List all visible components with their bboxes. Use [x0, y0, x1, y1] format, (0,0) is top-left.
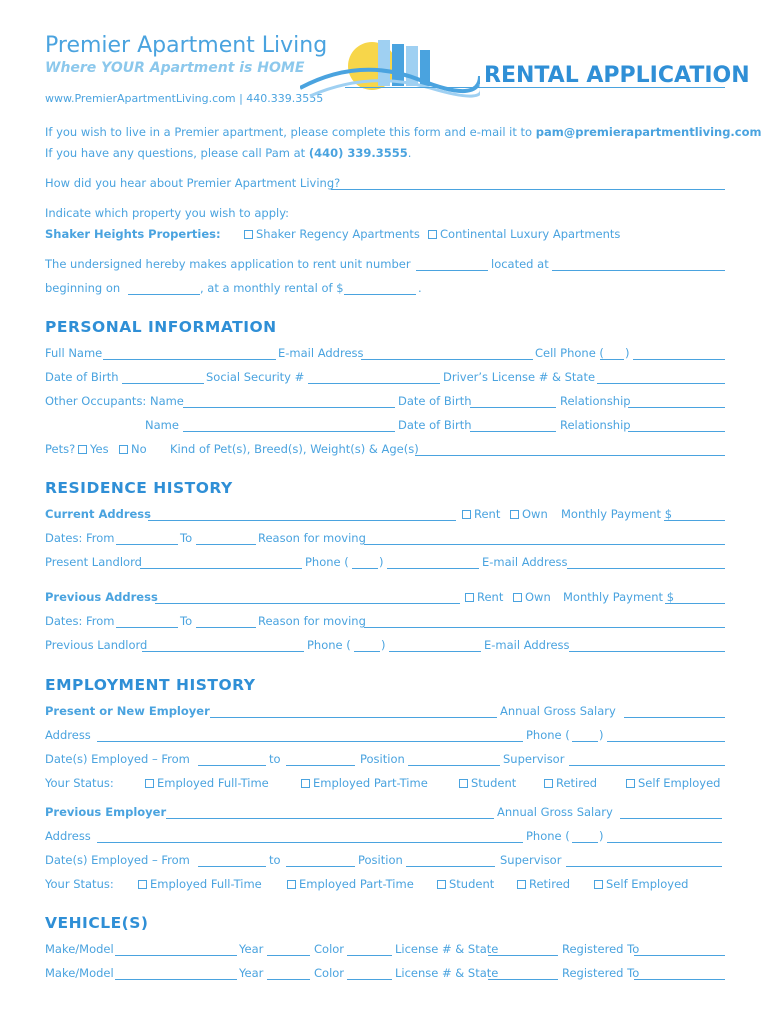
full-name-field[interactable]	[103, 359, 276, 360]
full-time-label: Employed Full-Time	[150, 877, 262, 891]
prev-employer-phone-label: Phone (	[526, 829, 570, 843]
relationship-field-2[interactable]	[628, 431, 725, 432]
prev-status-retired[interactable]	[517, 877, 570, 891]
reason-field[interactable]	[364, 544, 725, 545]
prev-employer-phone-field[interactable]	[607, 842, 722, 843]
prev-employed-from-field[interactable]	[198, 866, 266, 867]
part-time-label: Employed Part-Time	[299, 877, 414, 891]
supervisor-label: Supervisor	[503, 752, 565, 766]
rent-label: Rent	[477, 590, 504, 604]
prev-reason-label: Reason for moving	[258, 614, 366, 628]
prev-landlord-area-field[interactable]	[354, 651, 380, 652]
prev-landlord-email-field[interactable]	[569, 651, 725, 652]
checkbox-icon[interactable]	[462, 510, 471, 519]
relationship-label-2: Relationship	[560, 418, 631, 432]
occupant-dob-field-2[interactable]	[470, 431, 556, 432]
option-label: Continental Luxury Apartments	[440, 227, 621, 241]
monthly-payment-label: Monthly Payment $	[561, 507, 673, 521]
contact-line: www.PremierApartmentLiving.com | 440.339.3555	[45, 92, 324, 105]
pet-kind-field[interactable]	[415, 455, 725, 456]
prev-status-self-employed[interactable]	[594, 877, 688, 891]
prev-employer-area-field[interactable]	[572, 842, 598, 843]
position-field[interactable]	[408, 765, 500, 766]
checkbox-icon[interactable]	[510, 510, 519, 519]
phone-close: )	[381, 638, 386, 652]
email-field[interactable]	[361, 359, 533, 360]
checkbox-icon[interactable]	[244, 230, 253, 239]
present-landlord-field[interactable]	[140, 568, 302, 569]
self-employed-label: Self Employed	[638, 776, 721, 790]
email-label: E-mail Address	[278, 346, 364, 360]
prev-status-label: Your Status:	[45, 877, 114, 891]
status-label: Your Status:	[45, 776, 114, 790]
prev-reason-field[interactable]	[364, 627, 725, 628]
checkbox-icon[interactable]	[459, 779, 468, 788]
prev-employer-address-label: Address	[45, 829, 91, 843]
current-address-label: Current Address	[45, 507, 151, 521]
make-model-label-1: Make/Model	[45, 942, 114, 956]
prev-position-field[interactable]	[406, 866, 495, 867]
checkbox-icon[interactable]	[517, 880, 526, 889]
pets-yes-option[interactable]	[78, 442, 109, 456]
color-field-1[interactable]	[347, 955, 392, 956]
rent-label: Rent	[474, 507, 501, 521]
cell-close: )	[625, 346, 630, 360]
landlord-email-label: E-mail Address	[482, 555, 568, 569]
prev-employed-to-field[interactable]	[286, 866, 355, 867]
shaker-label: Shaker Heights Properties:	[45, 227, 221, 241]
license-label-1: License # & State	[395, 942, 499, 956]
landlord-area-field[interactable]	[352, 568, 378, 569]
color-label-2: Color	[314, 966, 345, 980]
year-label-1: Year	[239, 942, 264, 956]
other-occupants-label: Other Occupants: Name	[45, 394, 184, 408]
occupant-dob-label-2: Date of Birth	[398, 418, 472, 432]
year-field-1[interactable]	[267, 955, 310, 956]
license-field-1[interactable]	[488, 955, 558, 956]
landlord-email-field[interactable]	[567, 568, 725, 569]
license-field[interactable]	[597, 383, 725, 384]
hear-about-label: How did you hear about Premier Apartment Living?	[45, 176, 341, 190]
previous-rent-option[interactable]	[465, 590, 503, 604]
make-model-label-2: Make/Model	[45, 966, 114, 980]
current-rent-option[interactable]	[462, 507, 500, 521]
self-employed-label: Self Employed	[606, 877, 689, 891]
present-employer-label: Present or New Employer	[45, 704, 210, 718]
checkbox-icon[interactable]	[437, 880, 446, 889]
intro-line-2	[45, 146, 411, 160]
license-label: Driver’s License # & State	[443, 370, 596, 384]
current-own-option[interactable]	[510, 507, 548, 521]
present-employer-field[interactable]	[210, 717, 497, 718]
to-label: To	[180, 531, 193, 545]
make-model-field-2[interactable]	[115, 979, 237, 980]
employment-heading: EMPLOYMENT HISTORY	[45, 676, 256, 694]
intro-text: If you wish to live in a Premier apartment, please complete this form and e-mail it to	[45, 125, 536, 139]
status-full-time[interactable]	[145, 776, 269, 790]
prev-salary-field[interactable]	[620, 818, 722, 819]
own-label: Own	[525, 590, 551, 604]
supervisor-field[interactable]	[569, 765, 725, 766]
part-time-label: Employed Part-Time	[313, 776, 428, 790]
prev-employed-to-label: to	[269, 853, 281, 867]
relationship-field-1[interactable]	[628, 407, 725, 408]
previous-employer-field[interactable]	[166, 818, 494, 819]
brand-name: Premier Apartment Living	[45, 33, 328, 58]
intro-line-1	[45, 125, 762, 139]
previous-address-label: Previous Address	[45, 590, 158, 604]
prev-dates-to-field[interactable]	[196, 627, 256, 628]
year-field-2[interactable]	[267, 979, 310, 980]
checkbox-icon[interactable]	[138, 880, 147, 889]
dates-to-field[interactable]	[196, 544, 256, 545]
checkbox-icon[interactable]	[287, 880, 296, 889]
previous-address-field[interactable]	[155, 603, 460, 604]
beginning-date-field[interactable]	[128, 294, 200, 295]
checkbox-icon[interactable]	[544, 779, 553, 788]
location-field[interactable]	[552, 270, 725, 271]
email-link[interactable]: pam@premierapartmentliving.com	[535, 125, 762, 139]
status-retired[interactable]	[544, 776, 597, 790]
previous-landlord-label: Previous Landlord	[45, 638, 148, 652]
reason-label: Reason for moving	[258, 531, 366, 545]
no-label: No	[131, 442, 147, 456]
employed-to-label: to	[269, 752, 281, 766]
student-label: Student	[449, 877, 495, 891]
checkbox-icon[interactable]	[78, 445, 87, 454]
license-label-2: License # & State	[395, 966, 499, 980]
pet-kind-label: Kind of Pet(s), Breed(s), Weight(s) & Age(s)	[170, 442, 419, 456]
previous-landlord-field[interactable]	[142, 651, 304, 652]
salary-label: Annual Gross Salary	[500, 704, 616, 718]
monthly-rental-label: , at a monthly rental of $	[200, 281, 344, 295]
previous-monthly-label: Monthly Payment $	[563, 590, 675, 604]
hear-about-field[interactable]	[331, 189, 725, 190]
prev-salary-label: Annual Gross Salary	[497, 805, 613, 819]
indicate-label: Indicate which property you wish to apply:	[45, 206, 290, 220]
prev-landlord-phone-label: Phone (	[307, 638, 351, 652]
employer-address-field[interactable]	[97, 741, 523, 742]
period: .	[418, 281, 422, 295]
employer-phone-field[interactable]	[607, 741, 725, 742]
retired-label: Retired	[556, 776, 598, 790]
yes-label: Yes	[90, 442, 109, 456]
checkbox-icon[interactable]	[301, 779, 310, 788]
occupant-dob-label-1: Date of Birth	[398, 394, 472, 408]
prev-dates-from-label: Dates: From	[45, 614, 115, 628]
checkbox-icon[interactable]	[594, 880, 603, 889]
license-field-2[interactable]	[488, 979, 558, 980]
prev-supervisor-field[interactable]	[566, 866, 722, 867]
full-time-label: Employed Full-Time	[157, 776, 269, 790]
occupant-dob-field-1[interactable]	[470, 407, 556, 408]
color-field-2[interactable]	[347, 979, 392, 980]
checkbox-icon[interactable]	[119, 445, 128, 454]
year-label-2: Year	[239, 966, 264, 980]
prev-supervisor-label: Supervisor	[500, 853, 562, 867]
landlord-phone-field[interactable]	[387, 568, 479, 569]
own-label: Own	[522, 507, 548, 521]
prev-status-student[interactable]	[437, 877, 494, 891]
status-part-time[interactable]	[301, 776, 428, 790]
previous-monthly-field[interactable]	[665, 603, 725, 604]
phone-number: (440) 339.3555	[308, 146, 408, 160]
salary-field[interactable]	[624, 717, 725, 718]
student-label: Student	[471, 776, 517, 790]
registered-field-1[interactable]	[634, 955, 725, 956]
pets-label: Pets?	[45, 442, 76, 456]
employed-from-field[interactable]	[198, 765, 266, 766]
intro-text-2: If you have any questions, please call Pam at	[45, 146, 309, 160]
tagline: Where YOUR Apartment is HOME	[45, 60, 305, 76]
occupant-name-field-2[interactable]	[183, 431, 395, 432]
dob-label: Date of Birth	[45, 370, 119, 384]
ssn-field[interactable]	[308, 383, 440, 384]
page-title: RENTAL APPLICATION	[484, 63, 750, 88]
prev-employer-address-field[interactable]	[97, 842, 523, 843]
employer-address-label: Address	[45, 728, 91, 742]
prev-position-label: Position	[358, 853, 403, 867]
undersigned-label: The undersigned hereby makes application to rent unit number	[45, 257, 411, 271]
ssn-label: Social Security #	[206, 370, 305, 384]
dates-from-field[interactable]	[116, 544, 178, 545]
prev-dates-from-field[interactable]	[116, 627, 178, 628]
dob-field[interactable]	[122, 383, 204, 384]
cell-label: Cell Phone (	[535, 346, 604, 360]
relationship-label-1: Relationship	[560, 394, 631, 408]
monthly-payment-field[interactable]	[664, 520, 725, 521]
option-label: Shaker Regency Apartments	[256, 227, 420, 241]
current-address-field[interactable]	[148, 520, 456, 521]
checkbox-icon[interactable]	[465, 593, 474, 602]
retired-label: Retired	[529, 877, 571, 891]
prev-landlord-email-label: E-mail Address	[484, 638, 570, 652]
landlord-phone-label: Phone (	[305, 555, 349, 569]
registered-label-1: Registered To	[562, 942, 640, 956]
residence-heading: RESIDENCE HISTORY	[45, 479, 233, 497]
option-continental[interactable]	[428, 227, 620, 241]
dates-employed-label: Date(s) Employed – From	[45, 752, 190, 766]
personal-heading: PERSONAL INFORMATION	[45, 318, 277, 336]
vehicles-heading: VEHICLE(S)	[45, 914, 149, 932]
registered-field-2[interactable]	[634, 979, 725, 980]
prev-landlord-phone-field[interactable]	[389, 651, 481, 652]
located-at-label: located at	[491, 257, 549, 271]
dates-from-label: Dates: From	[45, 531, 115, 545]
registered-label-2: Registered To	[562, 966, 640, 980]
checkbox-icon[interactable]	[513, 593, 522, 602]
prev-to-label: To	[180, 614, 193, 628]
pets-no-option[interactable]	[119, 442, 147, 456]
phone-close: )	[599, 829, 604, 843]
make-model-field-1[interactable]	[115, 955, 237, 956]
checkbox-icon[interactable]	[145, 779, 154, 788]
previous-own-option[interactable]	[513, 590, 551, 604]
unit-number-field[interactable]	[416, 270, 488, 271]
occupant-name-field-1[interactable]	[183, 407, 395, 408]
previous-employer-label: Previous Employer	[45, 805, 167, 819]
position-label: Position	[360, 752, 405, 766]
full-name-label: Full Name	[45, 346, 103, 360]
prev-dates-employed-label: Date(s) Employed – From	[45, 853, 190, 867]
checkbox-icon[interactable]	[626, 779, 635, 788]
period: .	[407, 146, 412, 160]
status-self-employed[interactable]	[626, 776, 720, 790]
option-shaker-regency[interactable]	[244, 227, 420, 241]
status-student[interactable]	[459, 776, 516, 790]
prev-status-full-time[interactable]	[138, 877, 262, 891]
monthly-rental-field[interactable]	[344, 294, 416, 295]
phone-close: )	[599, 728, 604, 742]
prev-status-part-time[interactable]	[287, 877, 414, 891]
cell-number-field[interactable]	[633, 359, 725, 360]
checkbox-icon[interactable]	[428, 230, 437, 239]
beginning-on-label: beginning on	[45, 281, 121, 295]
cell-area-field[interactable]	[600, 359, 624, 360]
phone-close: )	[379, 555, 384, 569]
building-logo-icon	[300, 36, 480, 106]
color-label-1: Color	[314, 942, 345, 956]
employer-area-field[interactable]	[572, 741, 598, 742]
present-landlord-label: Present Landlord	[45, 555, 142, 569]
employer-phone-label: Phone (	[526, 728, 570, 742]
occupant-name-label-2: Name	[145, 418, 179, 432]
employed-to-field[interactable]	[286, 765, 355, 766]
